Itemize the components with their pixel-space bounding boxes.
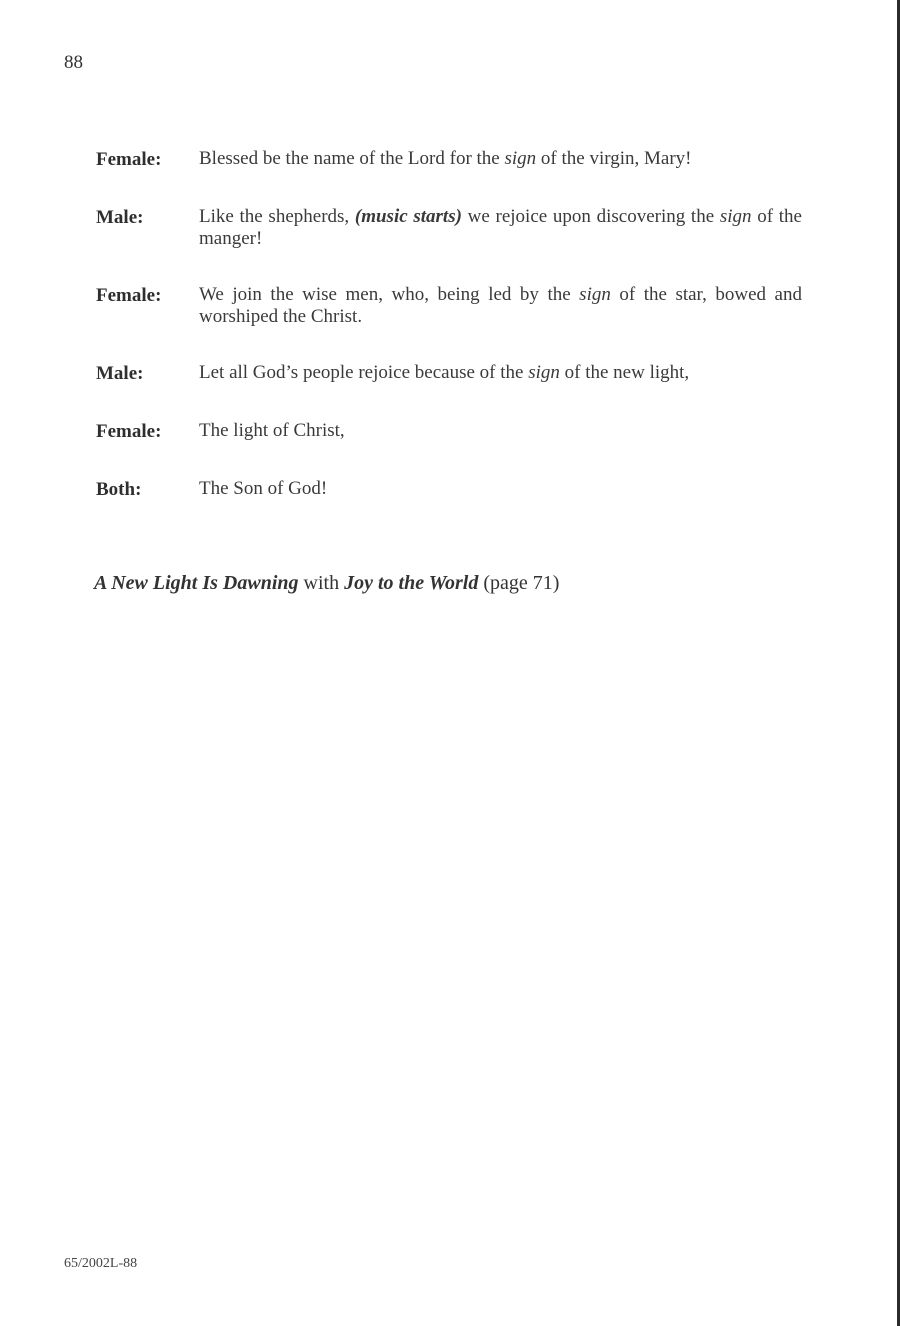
- dialogue-line: [96, 478, 802, 502]
- speaker-label: Male:: [96, 207, 144, 228]
- dialogue-line: [96, 148, 802, 172]
- dialogue-line: [96, 206, 802, 250]
- speaker-label: Female:: [96, 285, 162, 306]
- song-title: A New Light Is Dawning: [94, 572, 299, 594]
- speech-text: Like the shepherds, (music starts) we rejoice upon discovering the sign of the manger!: [199, 206, 802, 249]
- song-title: Joy to the World: [344, 572, 479, 594]
- speech-text: Let all God’s people rejoice because of the sign of the new light,: [199, 362, 690, 383]
- speaker-label: Both:: [96, 479, 142, 500]
- song-cue: [94, 572, 559, 595]
- speech-text: The Son of God!: [199, 478, 328, 499]
- page-reference: (page 71): [478, 572, 560, 594]
- speaker-label: Male:: [96, 363, 144, 384]
- speech-text: The light of Christ,: [199, 420, 345, 441]
- footer-code: 65/2002L-88: [64, 1256, 138, 1271]
- dialogue-line: [96, 362, 802, 386]
- speaker-label: Female:: [96, 149, 162, 170]
- speaker-label: Female:: [96, 421, 162, 442]
- song-connector: with: [298, 572, 345, 594]
- dialogue-script: [96, 148, 802, 536]
- speech-text: We join the wise men, who, being led by the sign of the star, bowed and worshiped the Christ.: [199, 284, 802, 327]
- stage-direction: (music starts): [354, 206, 462, 227]
- dialogue-line: [96, 284, 802, 328]
- page-number: 88: [64, 52, 83, 73]
- dialogue-line: [96, 420, 802, 444]
- speech-text: Blessed be the name of the Lord for the sign of the virgin, Mary!: [199, 148, 692, 169]
